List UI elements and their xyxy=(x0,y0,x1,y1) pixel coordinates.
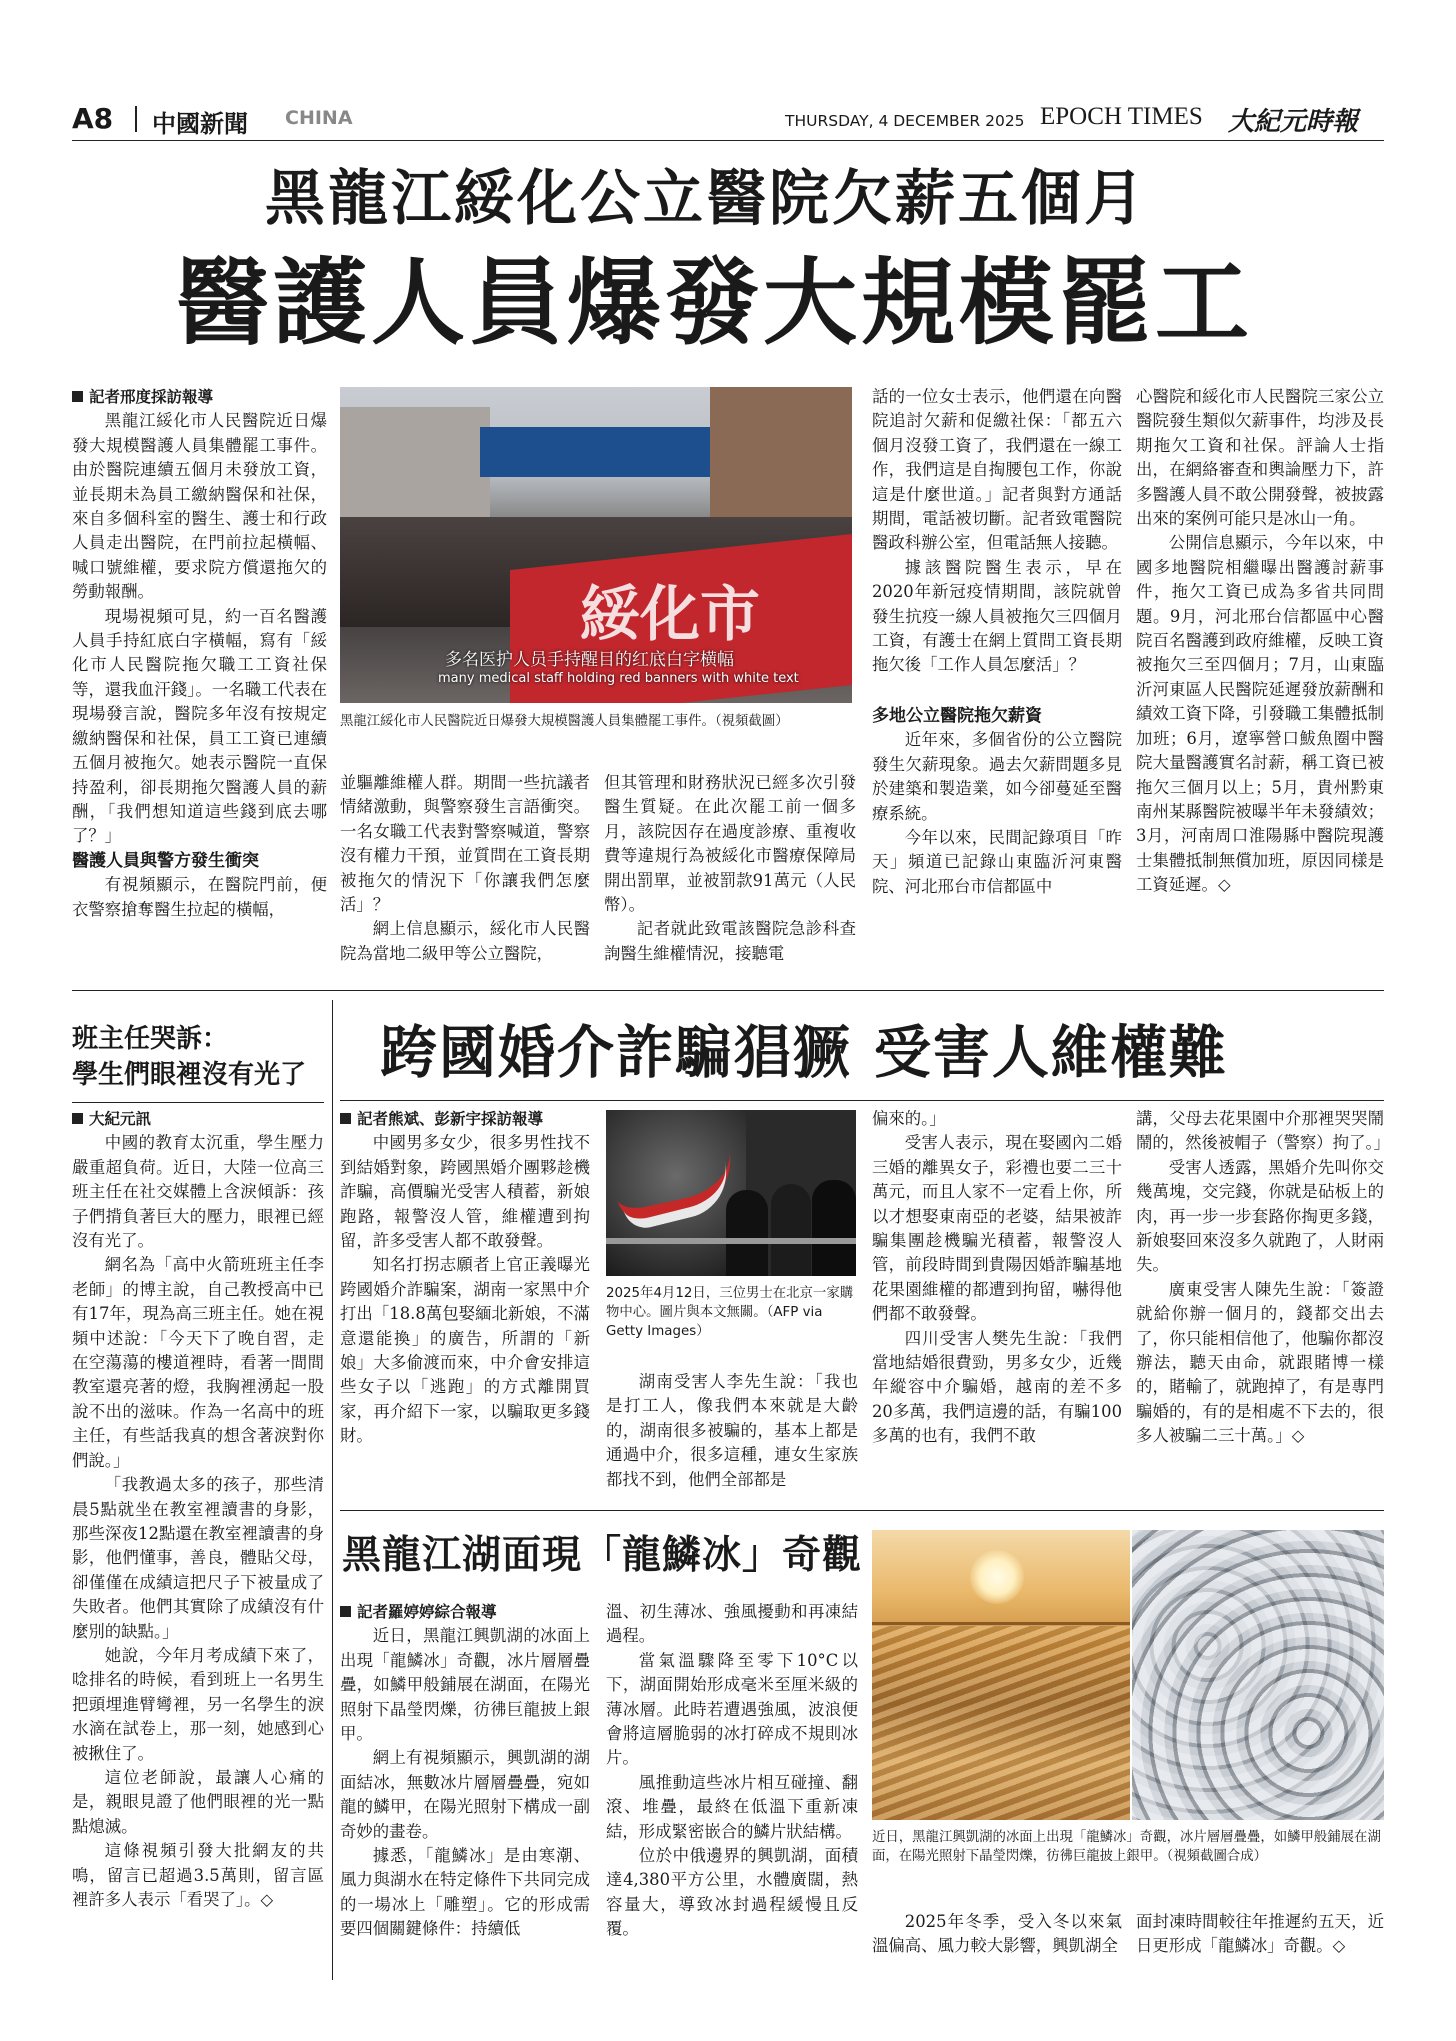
masthead-divider xyxy=(135,106,137,132)
story2-byline: 大紀元訊 xyxy=(72,1107,324,1131)
man-3 xyxy=(812,1180,856,1276)
ice-field xyxy=(872,1626,1130,1820)
ice-scales-overlay xyxy=(1132,1530,1384,1820)
story4-divider xyxy=(340,1510,1384,1511)
paragraph: 有視頻顯示，在醫院門前，便衣警察搶奪醫生拉起的橫幅， xyxy=(72,875,327,919)
paper-name-en: EPOCH TIMES xyxy=(1040,103,1203,130)
man-2 xyxy=(771,1184,811,1276)
paragraph: 今年以來，民間記錄項目「昨天」頻道已記錄山東臨沂河東醫院、河北邢台市信都區中 xyxy=(872,827,1122,896)
story1-column-1 xyxy=(72,385,327,922)
byline-marker xyxy=(72,1113,83,1124)
paragraph: 黑龍江綏化市人民醫院近日爆發大規模醫護人員集體罷工事件。由於醫院連續五個月未發放工資，並長期未為員工繳納醫保和社保，來自多個科室的醫生、護士和行政人員走出醫院，在門前拉起橫幅、喊口號維權，要求院方償還拖欠的勞動報酬。 xyxy=(72,411,327,602)
paragraph: 溫、初生薄冰、強風擾動和再凍結過程。 xyxy=(606,1602,858,1646)
paragraph: 據該醫院醫生表示，早在2020年新冠疫情期間，該院就曾發生抗疫一線人員被拖欠三四個月工資，有護士在網上質問工資長期拖欠後「工作人員怎麼活」？ xyxy=(872,557,1122,675)
paragraph: 四川受害人樊先生說：「我們當地結婚很費勁，男多女少，近幾年縱容中介騙婚，越南的差不多20多萬，我們這邊的話，有騙100多萬的也有，我們不敢 xyxy=(872,1328,1122,1446)
strike-photo-caption: 黑龍江綏化市人民醫院近日爆發大規模醫護人員集體罷工事件。（視頻截圖） xyxy=(340,714,789,729)
horizon xyxy=(872,1622,1130,1625)
paragraph: 這條視頻引發大批網友的共鳴，留言已超過3.5萬則，留言區裡許多人表示「看哭了」。◇ xyxy=(72,1841,324,1909)
paragraph: 位於中俄邊界的興凱湖，面積達4,380平方公里，水體廣闊，熱容量大，導致冰封過程緩慢且反覆。 xyxy=(606,1846,858,1939)
headline-3: 跨國婚介詐騙猖獗 受害人維權難 xyxy=(380,1020,1228,1086)
strike-photo xyxy=(340,387,852,703)
video-subtitle-en: many medical staff holding red banners with white text xyxy=(438,671,799,686)
section-divider xyxy=(72,990,1384,991)
masthead-rule xyxy=(72,140,1384,141)
headline-2-line2: 學生們眼裡沒有光了 xyxy=(72,1060,307,1090)
byline-marker xyxy=(340,1606,351,1617)
paragraph: 網名為「高中火箭班班主任李老師」的博主說，自己教授高中已有17年，現為高三班主任。她在視頻中述說：「今天下了晚自習，走在空蕩蕩的樓道裡時，看著一間間教室還亮著的燈，我胸裡湧起一股說不出的滋味。作為一名高中的班主任，有些話我真的想含著淚對你們說。」 xyxy=(72,1255,324,1470)
sun xyxy=(970,1550,1024,1604)
paragraph: 面封凍時間較往年推遲約五天，近日更形成「龍鱗冰」奇觀。◇ xyxy=(1136,1912,1384,1956)
paragraph: 中國男多女少，很多男性找不到結婚對象，跨國黑婚介團夥趁機詐騙，高價騙光受害人積蓄，新娘跑路，報警沒人管，維權遭到拘留，許多受害人都不敢發聲。 xyxy=(340,1133,590,1251)
paragraph: 現場視頻可見，約一百名醫護人員手持紅底白字橫幅，寫有「綏化市人民醫院拖欠職工工資社保等，還我血汗錢」。一名職工代表在現場發言說，醫院多年沒有按規定繳納醫保和社保，員工工資已連續五個月被拖欠。她表示醫院一直保持盈利，卻長期拖欠醫護人員的薪酬，「我們想知道這些錢到底去哪了？」 xyxy=(72,606,327,846)
story3-column-1 xyxy=(340,1107,590,1449)
paragraph: 並驅離維權人群。期間一些抗議者情緒激動，與警察發生言語衝突。一名女職工代表對警察喊道，警察沒有權力干預，並質問在工資長期被拖欠的情況下「你讓我們怎麼活」？ xyxy=(340,773,590,915)
ice-scales-photo xyxy=(1132,1530,1384,1820)
paragraph: 公開信息顯示，今年以來，中國多地醫院相繼曝出醫護討薪事件，拖欠工資已成為多省共同問題。9月，河北邢台信都區中心醫院百名醫護到政府維權，反映工資被拖欠三至四個月；7月，山東臨沂河東區人民醫院延遲發放薪酬和績效工資下降，引發職工集體抵制加班；6月，遼寧營口鮁魚圈中醫院大量醫護實名討薪，稱工資已被拖欠三個月以上；5月，貴州黔東南州某縣醫院被曝半年未發績效；3月，河南周口淮陽縣中醫院現護士集體抵制無償加班，原因同樣是工資延遲。◇ xyxy=(1136,533,1384,895)
paragraph: 但其管理和財務狀況已經多次引發醫生質疑。在此次罷工前一個多月，該院因存在過度診療、重複收費等違規行為被綏化市醫療保障局開出罰單，並被罰款91萬元（人民幣）。 xyxy=(604,773,856,915)
story1-column-2 xyxy=(340,771,590,966)
paragraph: 「我教過太多的孩子，那些清晨5點就坐在教室裡讀書的身影，那些深夜12點還在教室裡讀書的身影，他們懂事，善良，體貼父母，卻僅僅在成績這把尺子下被量成了失敗者。他們其實除了成績沒有什麼別的缺點。」 xyxy=(72,1475,324,1641)
banner-text: 綏化市 xyxy=(580,580,760,650)
story2-column xyxy=(72,1107,324,1912)
paper-name-cn: 大紀元時報 xyxy=(1228,107,1359,137)
paragraph: 據悉，「龍鱗冰」是由寒潮、風力與湖水在特定條件下共同完成的一場冰上「雕塑」。它的形成需要四個關鍵條件：持續低 xyxy=(340,1846,590,1939)
mall-photo-caption: 2025年4月12日，三位男士在北京一家購物中心。圖片與本文無關。（AFP via Getty Images） xyxy=(606,1286,854,1339)
story1-column-5 xyxy=(1136,385,1384,898)
paragraph: 風推動這些冰片相互碰撞、翻滾、堆疊，最終在低溫下重新凍結，形成緊密嵌合的鱗片狀結構。 xyxy=(606,1772,858,1841)
paragraph: 話的一位女士表示，他們還在向醫院追討欠薪和促繳社保：「都五六個月沒發工資了，我們還在一線工作，我們這是自掏腰包工作，你說這是什麼世道。」記者與對方通話期間，電話被切斷。記者致電醫院醫政科辦公室，但電話無人接聽。 xyxy=(872,387,1122,553)
paragraph: 偏來的。」 xyxy=(872,1109,946,1128)
paragraph: 這位老師說，最讓人心痛的是，親眼見證了他們眼裡的光一點點熄滅。 xyxy=(72,1767,324,1836)
story4-column-4 xyxy=(1136,1910,1384,1959)
headline-1-line1: 黑龍江綏化公立醫院欠薪五個月 xyxy=(265,164,1147,234)
ice-sunset-photo xyxy=(872,1530,1130,1820)
story3-column-3 xyxy=(872,1107,1122,1449)
story4-byline: 記者羅婷婷綜合報導 xyxy=(340,1600,590,1624)
paragraph: 當氣溫驟降至零下10°C以下，湖面開始形成毫米至厘米級的薄冰層。此時若遭遇強風，波浪便會將這層脆弱的冰打碎成不規則冰片。 xyxy=(606,1650,858,1768)
story1-subhead-1: 醫護人員與警方發生衝突 xyxy=(72,850,259,871)
building-right xyxy=(710,387,852,537)
paragraph: 廣東受害人陳先生說：「簽證就給你辦一個月的，錢都交出去了，你只能相信他了，他騙你都沒辦法，聽天由命，就跟賭博一樣的，賭輸了，就跑掉了，有是專門騙婚的，有的是相處不下去的，很多人被騙二三十萬。」◇ xyxy=(1136,1279,1384,1446)
vertical-divider xyxy=(332,1000,333,1980)
paragraph: 中國的教育太沉重，學生壓力嚴重超負荷。近日，大陸一位高三班主任在社交媒體上含淚傾訴：孩子們揹負著巨大的壓力，眼裡已經沒有光了。 xyxy=(72,1133,324,1251)
story3-rule xyxy=(340,1100,1384,1101)
railing xyxy=(606,1238,856,1244)
paragraph: 她說，今年月考成績下來了，唸排名的時候，看到班上一名男生把頭埋進臂彎裡，另一名學生的淚水滴在試卷上，那一刻，她感到心被揪住了。 xyxy=(72,1645,324,1763)
paragraph: 講，父母去花果園中介那裡哭哭鬧鬧的，然後被帽子（警察）拘了。」 xyxy=(1136,1109,1391,1153)
story1-subhead-2: 多地公立醫院拖欠薪資 xyxy=(872,705,1042,726)
paragraph: 近年來，多個省份的公立醫院發生欠薪現象。過去欠薪問題多見於建築和製造業，如今卻蔓延至醫療系統。 xyxy=(872,730,1122,823)
video-subtitle-cn: 多名医护人员手持醒目的红底白字横幅 xyxy=(445,650,734,670)
story4-column-2 xyxy=(606,1600,858,1942)
section-title: 中國新聞 xyxy=(152,110,248,138)
headline-1-line2: 醫護人員爆發大規模罷工 xyxy=(175,249,1254,358)
paragraph: 記者就此致電該醫院急診科查詢醫生維權情況，接聽電 xyxy=(604,919,856,963)
paragraph: 網上信息顯示，綏化市人民醫院為當地二級甲等公立醫院， xyxy=(340,919,590,963)
paragraph: 近日，黑龍江興凱湖的冰面上出現「龍鱗冰」奇觀，冰片層層疊疊，如鱗甲般鋪展在湖面，在陽光照射下晶瑩閃爍，彷彿巨龍披上銀甲。 xyxy=(340,1626,590,1744)
byline-marker xyxy=(72,391,83,402)
issue-date: THURSDAY, 4 DECEMBER 2025 xyxy=(785,112,1025,130)
paragraph: 2025年冬季，受入冬以來氣溫偏高、風力較大影響，興凱湖全 xyxy=(872,1912,1122,1956)
story4-column-1 xyxy=(340,1600,590,1942)
byline-marker xyxy=(340,1113,351,1124)
ice-photo-caption: 近日，黑龍江興凱湖的冰面上出現「龍鱗冰」奇觀，冰片層層疊疊，如鱗甲般鋪展在湖面，在陽光照射下晶瑩閃爍，彷彿巨龍披上銀甲。（視頻截圖合成） xyxy=(872,1830,1381,1864)
story3-byline: 記者熊斌、彭新宇採訪報導 xyxy=(340,1107,590,1131)
paragraph: 心醫院和綏化市人民醫院三家公立醫院發生類似欠薪事件，均涉及長期拖欠工資和社保。評論人士指出，在網絡審查和輿論壓力下，許多醫護人員不敢公開發聲，被披露出來的案例可能只是冰山一角。 xyxy=(1136,387,1384,529)
story1-column-4 xyxy=(872,385,1122,899)
building-shop-sign xyxy=(480,427,710,477)
paragraph: 受害人透露，黑婚介先叫你交幾萬塊，交完錢，你就是砧板上的肉，再一步一步套路你掏更多錢，新娘娶回來沒多久就跑了，人財兩失。 xyxy=(1136,1157,1384,1275)
story4-column-3 xyxy=(872,1910,1122,1959)
section-title-en: CHINA xyxy=(285,107,353,129)
man-1 xyxy=(726,1190,768,1276)
paragraph: 網上有視頻顯示，興凱湖的湖面結冰，無數冰片層層疊疊，宛如龍的鱗甲，在陽光照射下構成一副奇妙的畫卷。 xyxy=(340,1748,590,1841)
story2-rule xyxy=(72,1102,324,1103)
story1-column-3 xyxy=(604,771,856,966)
mall-photo xyxy=(606,1110,856,1276)
story1-byline: 記者邢度採訪報導 xyxy=(72,385,327,409)
headline-2-line1: 班主任哭訴： xyxy=(72,1024,229,1054)
paragraph: 湖南受害人李先生說：「我也是打工人，像我們本來就是大齡的，湖南很多被騙的，基本上都是通過中介，很多這種，連女生家族都找不到，他們全部都是 xyxy=(606,1372,858,1489)
story3-column-2 xyxy=(606,1370,858,1492)
headline-4: 黑龍江湖面現「龍鱗冰」奇觀 xyxy=(342,1533,863,1578)
page-number: A8 xyxy=(72,102,114,135)
paragraph: 受害人表示，現在娶國內二婚三婚的離異女子，彩禮也要二三十萬元，而且人家不一定看上你，所以才想娶東南亞的老婆，結果被詐騙集團趁機騙光積蓄，報警沒人管，前段時間到貴陽因婚詐騙基地花果園維權的都遭到拘留，嚇得他們都不敢發聲。 xyxy=(872,1133,1122,1324)
paragraph: 知名打拐志願者上官正義曝光跨國婚介詐騙案，湖南一家黑中介打出「18.8萬包娶緬北新娘，不滿意還能換」的廣告，所謂的「新娘」大多偷渡而來，中介會安排這些女子以「逃跑」的方式離開買家，再介紹下一家，以騙取更多錢財。 xyxy=(340,1255,590,1446)
story3-column-4 xyxy=(1136,1107,1391,1449)
